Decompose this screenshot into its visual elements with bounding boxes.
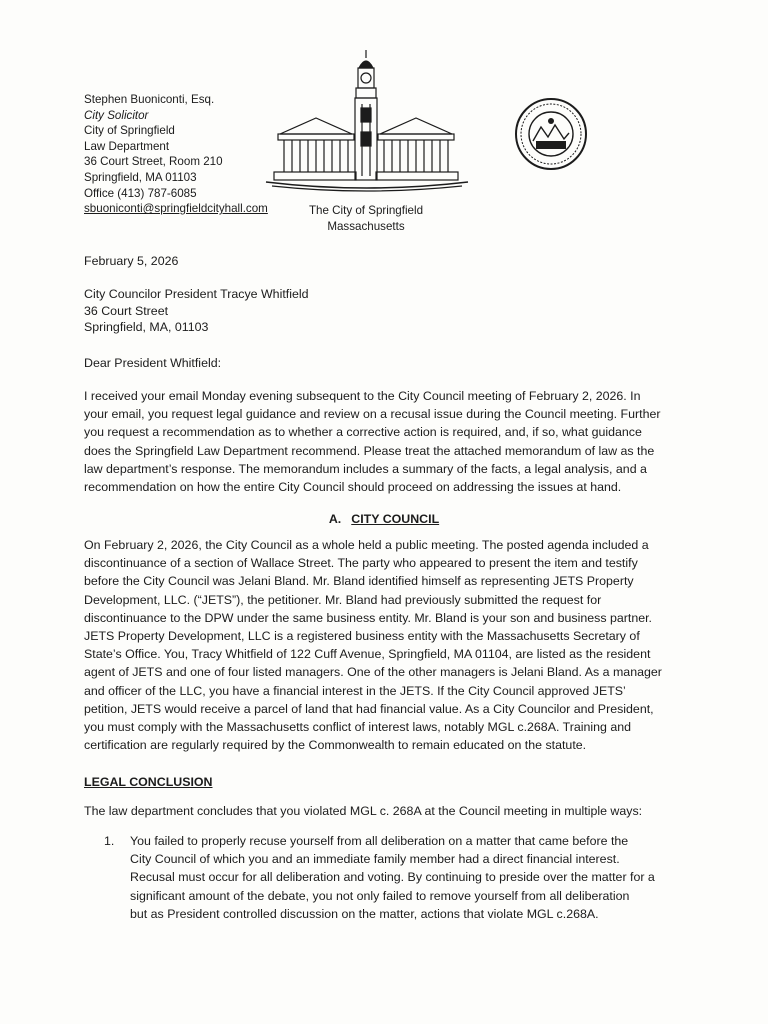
sender-name: Stephen Buoniconti, Esq. bbox=[84, 93, 215, 106]
sender-block bbox=[84, 92, 268, 217]
paragraph-line: you must comply with the Massachusetts conflict of interest laws, notably MGL c.268A. Training and bbox=[84, 720, 632, 735]
sender-phone: Office (413) 787-6085 bbox=[84, 186, 197, 200]
recipient-line3: Springfield, MA, 01103 bbox=[84, 320, 209, 334]
paragraph-line: recommendation on how the entire City Council should proceed on addressing the issues at hand. bbox=[84, 480, 622, 495]
list-item-number: 1. bbox=[104, 834, 115, 848]
letterhead-caption bbox=[300, 203, 432, 234]
paragraph-line: you request a recommendation as to whether a corrective action is required, and, if so, what guidance bbox=[84, 425, 642, 440]
paragraph-line: does the Springfield Law Department recommend. Please treat the attached memorandum of law as the bbox=[84, 443, 655, 458]
legal-conclusion-heading: LEGAL CONCLUSION bbox=[84, 775, 213, 789]
letter-date: February 5, 2026 bbox=[84, 254, 179, 268]
sender-dept: Law Department bbox=[84, 139, 170, 153]
paragraph-line: discontinuance of a section of Wallace Street. The party who appeared to present the item and testify bbox=[84, 556, 638, 571]
paragraph-line: petition, JETS would receive a parcel of land that had financial value. As a City Councilor and President, bbox=[84, 701, 654, 716]
section-a-letter: A. bbox=[328, 512, 342, 526]
paragraph-line: City Council of which you and an immediate family member had a direct financial interest. bbox=[130, 852, 620, 867]
paragraph-line: JETS Property Development, LLC is a registered business entity with the Massachusetts Secretary of bbox=[84, 629, 640, 644]
sender-email-link[interactable]: sbuoniconti@springfieldcityhall.com bbox=[84, 202, 268, 216]
intro-paragraph bbox=[84, 387, 684, 496]
sender-org: City of Springfield bbox=[84, 124, 175, 138]
letterhead-caption-line2: Massachusetts bbox=[327, 219, 405, 233]
paragraph-line: agent of JETS and one of four listed managers. One of the other managers is Jelani Bland. As a manager bbox=[84, 665, 662, 680]
recipient-line1: City Councilor President Tracye Whitfield bbox=[84, 287, 309, 301]
sender-address-line2: Springfield, MA 01103 bbox=[84, 170, 197, 184]
paragraph-line: Development, LLC. (“JETS”), the petitioner. Mr. Bland had previously submitted the request for bbox=[84, 592, 602, 607]
paragraph-line: certification are regularly required by the Commonwealth to remain educated on the statute. bbox=[84, 738, 587, 753]
recipient-block bbox=[84, 286, 309, 336]
section-a-title: CITY COUNCIL bbox=[351, 512, 440, 526]
paragraph-line: Recusal must occur for all deliberation and voting. By continuing to preside over the matter for a bbox=[130, 870, 655, 885]
city-council-paragraph bbox=[84, 536, 684, 754]
paragraph-line: State’s Office. You, Tracy Whitfield of 122 Cuff Avenue, Springfield, MA 01104, are listed as the resident bbox=[84, 647, 651, 662]
paragraph-line: your email, you request legal guidance and review on a recusal issue during the Council meeting. Further bbox=[84, 407, 661, 422]
city-hall-illustration-icon bbox=[262, 44, 472, 204]
paragraph-line: significant amount of the debate, you not only failed to remove yourself from all deliberation bbox=[130, 888, 630, 903]
paragraph-line: discontinuance to the DPW under the same business entity. Mr. Bland is your son and business partner. bbox=[84, 610, 652, 625]
letterhead-caption-line1: The City of Springfield bbox=[308, 204, 424, 217]
section-a-heading bbox=[0, 512, 768, 526]
paragraph-line: I received your email Monday evening subsequent to the City Council meeting of February 2, 2026. In bbox=[84, 389, 641, 403]
city-seal-icon bbox=[514, 97, 588, 171]
paragraph-line: You failed to properly recuse yourself from all deliberation on a matter that came before the bbox=[130, 834, 629, 848]
paragraph-line: On February 2, 2026, the City Council as a whole held a public meeting. The posted agenda included a bbox=[84, 538, 649, 552]
paragraph-line: and officer of the LLC, you have a financial interest in the JETS. If the City Council approved JETS’ bbox=[84, 683, 626, 698]
paragraph-line: law department’s response. The memorandum includes a summary of the facts, a legal analysis, and a bbox=[84, 461, 647, 476]
paragraph-line: The law department concludes that you violated MGL c. 268A at the Council meeting in multiple ways: bbox=[84, 804, 643, 818]
recipient-line2: 36 Court Street bbox=[84, 303, 169, 318]
salutation: Dear President Whitfield: bbox=[84, 356, 222, 370]
sender-title: City Solicitor bbox=[84, 108, 149, 122]
list-item-body bbox=[130, 832, 655, 923]
legal-conclusion-intro bbox=[84, 802, 684, 820]
paragraph-line: before the City Council was Jelani Bland. Mr. Bland identified himself as representing JETS Property bbox=[84, 574, 634, 589]
paragraph-line: but as President controlled discussion on the matter, actions that violate MGL c.268A. bbox=[130, 906, 599, 921]
sender-address-line1: 36 Court Street, Room 210 bbox=[84, 155, 223, 169]
